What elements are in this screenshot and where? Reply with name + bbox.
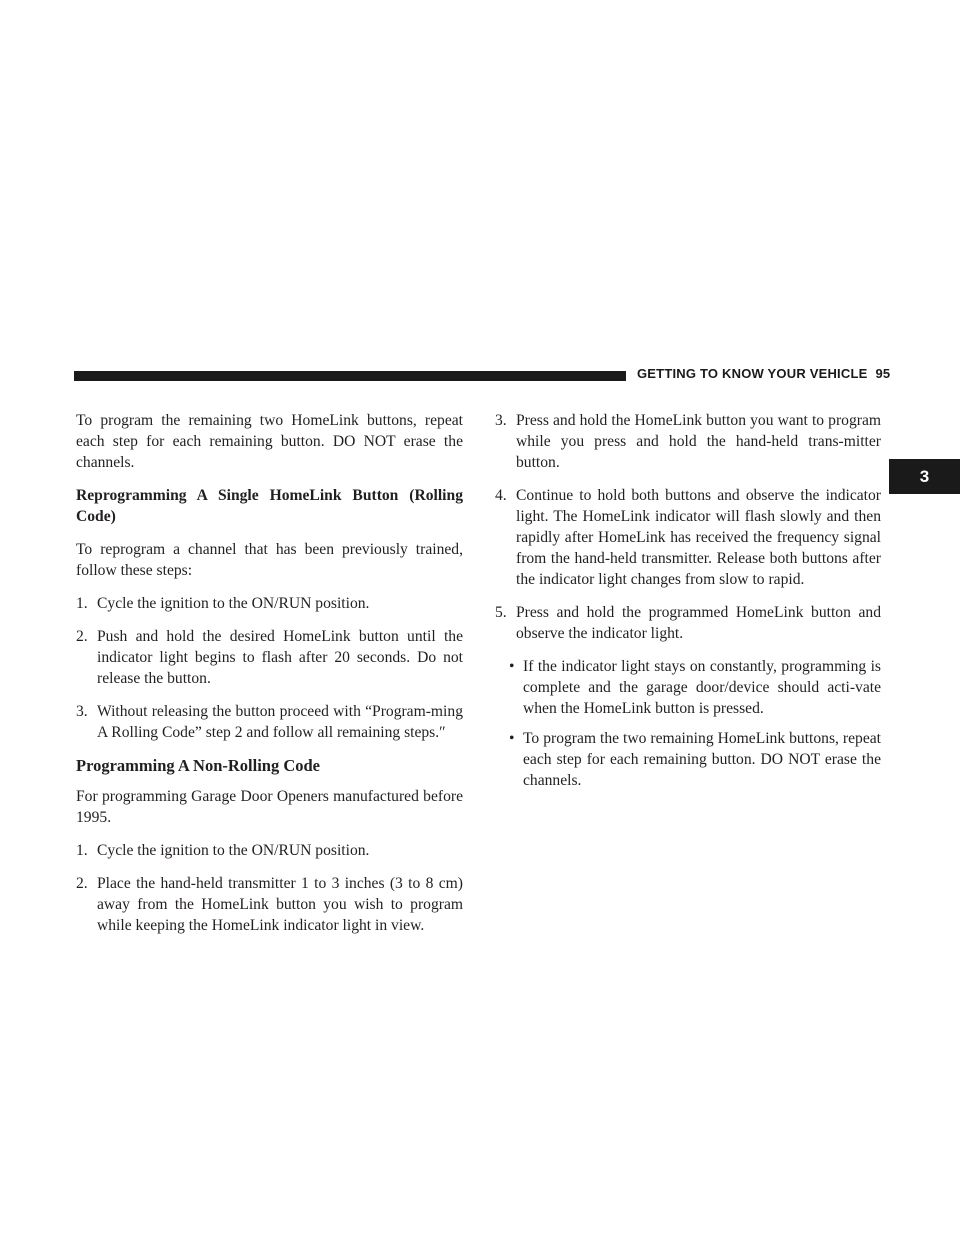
step-number: 1.	[76, 595, 88, 612]
step-text: Press and hold the programmed HomeLink button and observe the indicator light.	[516, 604, 881, 642]
list-item	[495, 410, 881, 473]
subheading-reprogramming: Reprogramming A Single HomeLink Button (Rolling Code)	[76, 487, 463, 525]
step-number: 3.	[495, 412, 507, 429]
left-column	[76, 410, 463, 948]
step-number: 2.	[76, 628, 88, 645]
step-number: 1.	[76, 842, 88, 859]
list-item	[495, 485, 881, 590]
list-item	[76, 626, 463, 689]
step-text: Press and hold the HomeLink button you want to program while you press and hold the hand-held trans-mitter button.	[516, 412, 881, 471]
step-number: 2.	[76, 875, 88, 892]
bullet-text: To program the two remaining HomeLink buttons, repeat each step for each remaining button. DO NOT erase the channels.	[523, 730, 881, 789]
bullet-icon: •	[509, 730, 515, 747]
running-header	[637, 366, 890, 381]
step-number: 3.	[76, 703, 88, 720]
list-item	[495, 602, 881, 644]
step-text: Place the hand-held transmitter 1 to 3 inches (3 to 8 cm) away from the HomeLink button you wish to program while keeping the HomeLink indicator light in view.	[97, 875, 463, 934]
step-text: Cycle the ignition to the ON/RUN position.	[97, 595, 370, 612]
reprogram-intro: To reprogram a channel that has been previously trained, follow these steps:	[76, 541, 463, 579]
step-number: 5.	[495, 604, 507, 621]
step-text: Push and hold the desired HomeLink button until the indicator light begins to flash after 20 seconds. Do not release the button.	[97, 628, 463, 687]
list-item	[76, 701, 463, 743]
step-text: Cycle the ignition to the ON/RUN position.	[97, 842, 370, 859]
chapter-tab: 3	[889, 459, 960, 494]
bullet-item	[495, 728, 881, 791]
section-title: GETTING TO KNOW YOUR VEHICLE	[637, 366, 868, 381]
header-rule	[74, 371, 626, 381]
list-item	[76, 593, 463, 614]
bullet-icon: •	[509, 658, 515, 675]
bullet-item	[495, 656, 881, 719]
heading-non-rolling-code: Programming A Non-Rolling Code	[76, 756, 320, 775]
bullet-text: If the indicator light stays on constantly, programming is complete and the garage door/device should acti-vate when the HomeLink button is pressed.	[523, 658, 881, 717]
step-text: Continue to hold both buttons and observe the indicator light. The HomeLink indicator will flash slowly and then rapidly after HomeLink has received the frequency signal from the hand-held transmitter. Release both buttons after the indicator light changes from slow to rapid.	[516, 487, 881, 588]
step-number: 4.	[495, 487, 507, 504]
page-number: 95	[875, 366, 891, 381]
non-rolling-intro: For programming Garage Door Openers manufactured before 1995.	[76, 788, 463, 826]
list-item	[76, 840, 463, 861]
intro-paragraph: To program the remaining two HomeLink buttons, repeat each step for each remaining button. DO NOT erase the channels.	[76, 412, 463, 471]
right-column	[495, 410, 881, 800]
list-item	[76, 873, 463, 936]
step-text: Without releasing the button proceed with “Program-ming A Rolling Code” step 2 and follow all remaining steps.″	[97, 703, 463, 741]
